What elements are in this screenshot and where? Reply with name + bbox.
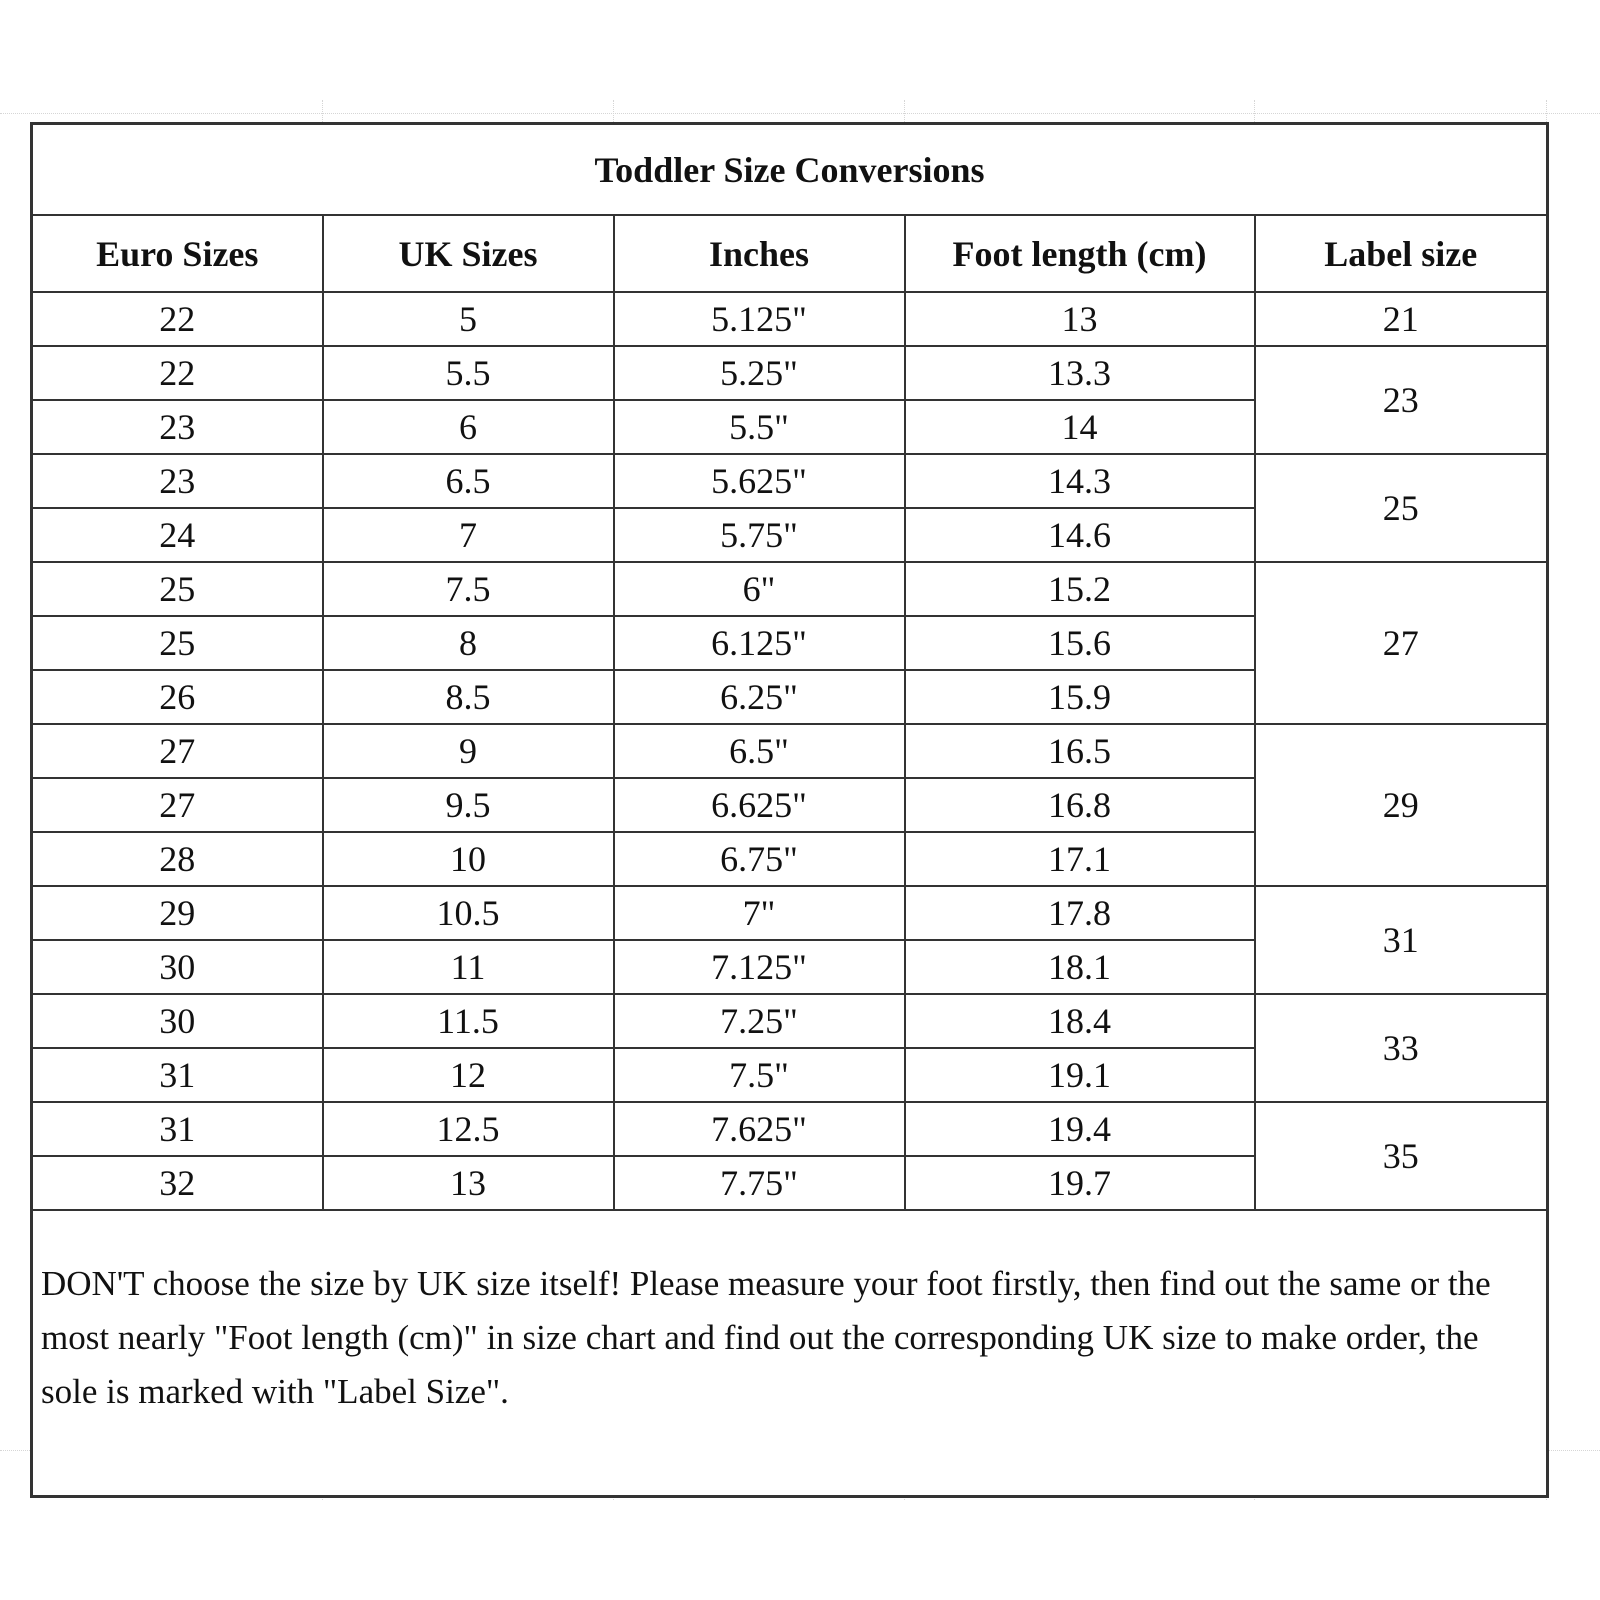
table-row xyxy=(32,562,1548,616)
cell-euro-size: 25 xyxy=(32,616,323,670)
cell-foot-length: 15.9 xyxy=(905,670,1255,724)
cell-foot-length: 14.3 xyxy=(905,454,1255,508)
table-row xyxy=(32,346,1548,400)
cell-euro-size: 22 xyxy=(32,346,323,400)
cell-foot-length: 19.1 xyxy=(905,1048,1255,1102)
cell-uk-size: 10 xyxy=(323,832,614,886)
cell-foot-length: 16.8 xyxy=(905,778,1255,832)
cell-uk-size: 10.5 xyxy=(323,886,614,940)
cell-inches: 5.125" xyxy=(614,292,905,346)
cell-foot-length: 17.1 xyxy=(905,832,1255,886)
cell-uk-size: 6.5 xyxy=(323,454,614,508)
cell-euro-size: 22 xyxy=(32,292,323,346)
cell-uk-size: 11.5 xyxy=(323,994,614,1048)
cell-inches: 6.25" xyxy=(614,670,905,724)
cell-uk-size: 12.5 xyxy=(323,1102,614,1156)
cell-euro-size: 31 xyxy=(32,1102,323,1156)
title-row xyxy=(32,124,1548,216)
cell-label-size: 35 xyxy=(1255,1102,1548,1210)
cell-euro-size: 31 xyxy=(32,1048,323,1102)
cell-uk-size: 5 xyxy=(323,292,614,346)
header-row xyxy=(32,215,1548,292)
cell-foot-length: 15.2 xyxy=(905,562,1255,616)
cell-foot-length: 13 xyxy=(905,292,1255,346)
cell-euro-size: 23 xyxy=(32,454,323,508)
cell-foot-length: 13.3 xyxy=(905,346,1255,400)
table-row xyxy=(32,1102,1548,1156)
header-label-size: Label size xyxy=(1255,215,1548,292)
cell-uk-size: 11 xyxy=(323,940,614,994)
cell-uk-size: 6 xyxy=(323,400,614,454)
cell-inches: 6.5" xyxy=(614,724,905,778)
size-conversion-table xyxy=(30,122,1549,1498)
header-uk-sizes: UK Sizes xyxy=(323,215,614,292)
cell-label-size: 25 xyxy=(1255,454,1548,562)
cell-uk-size: 9.5 xyxy=(323,778,614,832)
cell-foot-length: 17.8 xyxy=(905,886,1255,940)
table-title: Toddler Size Conversions xyxy=(32,124,1548,216)
cell-inches: 7.625" xyxy=(614,1102,905,1156)
header-inches: Inches xyxy=(614,215,905,292)
table-row xyxy=(32,724,1548,778)
cell-euro-size: 25 xyxy=(32,562,323,616)
table-row xyxy=(32,454,1548,508)
header-euro-sizes: Euro Sizes xyxy=(32,215,323,292)
cell-foot-length: 19.4 xyxy=(905,1102,1255,1156)
cell-inches: 6" xyxy=(614,562,905,616)
note-row xyxy=(32,1210,1548,1497)
cell-euro-size: 30 xyxy=(32,994,323,1048)
cell-foot-length: 16.5 xyxy=(905,724,1255,778)
table-row xyxy=(32,994,1548,1048)
cell-inches: 6.125" xyxy=(614,616,905,670)
cell-foot-length: 18.1 xyxy=(905,940,1255,994)
cell-uk-size: 13 xyxy=(323,1156,614,1210)
cell-inches: 5.5" xyxy=(614,400,905,454)
cell-foot-length: 18.4 xyxy=(905,994,1255,1048)
cell-uk-size: 8.5 xyxy=(323,670,614,724)
cell-label-size: 23 xyxy=(1255,346,1548,454)
cell-uk-size: 7.5 xyxy=(323,562,614,616)
cell-inches: 7.125" xyxy=(614,940,905,994)
cell-inches: 7.5" xyxy=(614,1048,905,1102)
cell-uk-size: 5.5 xyxy=(323,346,614,400)
header-foot-length: Foot length (cm) xyxy=(905,215,1255,292)
cell-label-size: 27 xyxy=(1255,562,1548,724)
cell-inches: 7" xyxy=(614,886,905,940)
cell-inches: 6.625" xyxy=(614,778,905,832)
cell-uk-size: 12 xyxy=(323,1048,614,1102)
cell-euro-size: 24 xyxy=(32,508,323,562)
cell-uk-size: 9 xyxy=(323,724,614,778)
cell-inches: 7.25" xyxy=(614,994,905,1048)
table-row xyxy=(32,886,1548,940)
cell-euro-size: 27 xyxy=(32,724,323,778)
cell-euro-size: 28 xyxy=(32,832,323,886)
cell-inches: 5.25" xyxy=(614,346,905,400)
cell-uk-size: 8 xyxy=(323,616,614,670)
cell-inches: 6.75" xyxy=(614,832,905,886)
table-row xyxy=(32,292,1548,346)
cell-euro-size: 27 xyxy=(32,778,323,832)
cell-inches: 5.625" xyxy=(614,454,905,508)
cell-euro-size: 30 xyxy=(32,940,323,994)
cell-euro-size: 23 xyxy=(32,400,323,454)
cell-label-size: 31 xyxy=(1255,886,1548,994)
cell-euro-size: 26 xyxy=(32,670,323,724)
cell-euro-size: 32 xyxy=(32,1156,323,1210)
cell-uk-size: 7 xyxy=(323,508,614,562)
cell-label-size: 21 xyxy=(1255,292,1548,346)
cell-euro-size: 29 xyxy=(32,886,323,940)
cell-foot-length: 14 xyxy=(905,400,1255,454)
size-guide-note: DON'T choose the size by UK size itself! Please measure your foot firstly, then find out the same or the most nearly "Foot length (cm)" in size chart and find out the corresponding UK size to make order, the sole is marked with "Label Size". xyxy=(32,1210,1548,1497)
cell-foot-length: 15.6 xyxy=(905,616,1255,670)
cell-foot-length: 19.7 xyxy=(905,1156,1255,1210)
cell-inches: 7.75" xyxy=(614,1156,905,1210)
cell-inches: 5.75" xyxy=(614,508,905,562)
cell-foot-length: 14.6 xyxy=(905,508,1255,562)
cell-label-size: 33 xyxy=(1255,994,1548,1102)
cell-label-size: 29 xyxy=(1255,724,1548,886)
